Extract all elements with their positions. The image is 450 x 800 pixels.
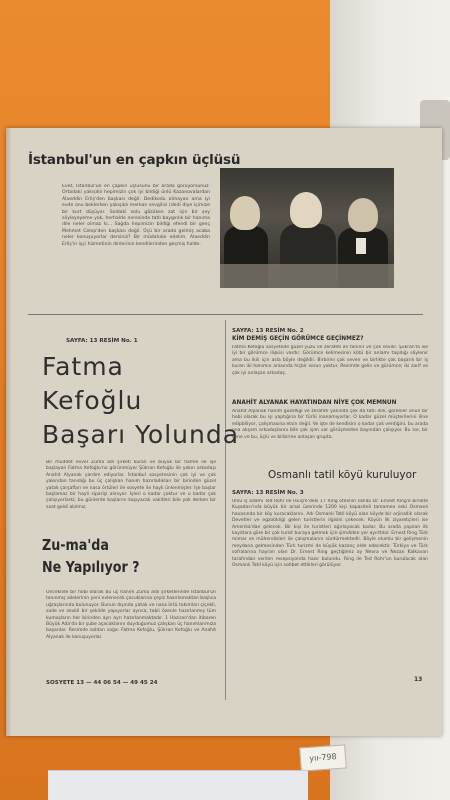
magazine-page [6, 128, 442, 736]
sticker-label: yıı-798 [309, 752, 337, 763]
section3-text: Ünlü iş adamı Ted Rohr ile İsviçre'deki 17 Ring otelinin sahibi Dr. Ernest Ring'e birlikte Kuşadası'nda büyük bir arazi üzerinde 1200 kişi kapasiteli tamamen eski Osmanlı havasında bir köy kuracaklarını. Adı Osmanlı Tatil köyü olan köyde bir orjinallik olarak Devetler ve egzotikliği gelen turistlerin ilgisini çekecek. Köyün ilk ziyaretçileri ise Amerika'dan gelecek. Bir kişi ile turistleri ağırlayacak kadar. Bu arada yapılan ilk kayıtlara göre bir çok turist buraya gelmek için şimdiden yer ayırttılar. Ernest Ring Türk mimar ve mühendisleri ile çalışmalarını sürdürmektedir. Böyle olumlu bir gelişmenin meydana gelmesinden Türk turizmi de büyük kazanç elde edecektir. Türkiye ve Türk sofralarına hayran olan Dr. Ernest Ring geçtiğimiz ay Nevra ve Nezan Kalkavan tarafından verilen resepsiyonda hazır bulundu. Ring ile Ted Rohr'un kurulacak olan Osmanlı Tatil köyü için sohbet ettikleri görülüyor. [232, 499, 428, 569]
title-line-fatma: Fatma [42, 352, 124, 381]
archive-sticker [299, 744, 347, 771]
title-line-basari: Başarı Yolunda [42, 420, 240, 449]
section3-label: SAYFA: 13 RESİM No. 3 [232, 490, 304, 496]
section2-title: KİM DEMİŞ GEÇİN GÖRÜMCE GEÇİNMEZ? [232, 336, 364, 342]
horizontal-divider [28, 314, 423, 315]
bottom-sheet-edge [48, 770, 308, 800]
column-divider [225, 320, 226, 700]
section1-text: Bir müddet evvel Zuma adı şirketi kuran ve büyük bir hamle ile işe başlayan Fatma Kefoğlu'na görünmüyor Şükran Kefoğlu ile yakın arkadaşı Anahit Alyanak yardım ediyorlar. İstanbul sosyetesinin çok iyi ve çok yakından tanıdığı bu üç çalışkan hanım hazırladıkları bir birinden güzel yatak çarşafları ve nasa örtüleri ile sosyete ile hayli ünlenmişler. İşe başlar başlamaz bir hayli siparişi alınıyor. İşleri o kadar çoktur ve o kadar çok çalışıyorlarki; bu günlerde başlarını kaşıyacak vakitleri bile yok derken bir saat geldi akılmız. [46, 460, 216, 510]
section1-label: SAYFA: 13 RESİM No. 1 [66, 338, 138, 344]
page-number: 13 [414, 676, 423, 683]
section2-sub-text: Anahit Alyanak hanım güzelliği ve zerafeti yanında çok da tatlı dilli, görenler onun bir hobi olarak bu işi yaptığına bir türlü inanamıyorlar. O kadar güzel müşterilerini iline edipbiliyor, çalışmasına etsin değil. Ve işte de kendisini o kadar çok verdiğini, bu arada ona akşam arkadaşlarını bile çok işim var görüşmeden bayından çalışıyor. Bu ise, bir sene ve bu, üçlü ve birbirine anlaşan grupta. [232, 409, 428, 440]
zuma-title [42, 534, 140, 578]
section2-subtitle: ANAHİT ALYANAK HAYATINDAN NİYE ÇOK MEMNUN [232, 400, 397, 406]
section2-text: Fatma Kefoğlu sosyetede güzel yüzü ve zerafeti ile tanınır ve çok sevilir. Şükran'la ise iyi bir görümce ilişkisi vardır. Görümce kelimesinin kötü bir anlamı taşıdığı söylenir ama bu ikili için asla böyle değildir. Birbirini çok seven ve birlikte çok başarılı bir iş kuran iki hanımın arasında hiçbir sorun yoktur. Resimde gelin ve görümce; iki zarif ve çok iyi anlaşan arkadaş. [232, 345, 428, 376]
photo-three-men [220, 168, 394, 288]
page-headline: İstanbul'un en çapkın üçlüsü [28, 152, 241, 168]
zuma-title-line1: Zu-ma'da [42, 536, 109, 554]
section2-label: SAYFA: 13 RESİM No. 2 [232, 328, 304, 334]
osmanli-title: Osmanlı tatil köyü kuruluyor [268, 469, 417, 481]
footer-phone-line: SOSYETE 13 — 44 06 54 — 49 45 24 [46, 680, 158, 686]
page-spine-shadow [6, 128, 12, 736]
title-line-kefoglu: Kefoğlu [42, 386, 143, 415]
zuma-title-line2: Ne Yapılıyor ? [42, 558, 140, 576]
zuma-text: Önceklide bir hobi olarak bu üç hanım Zuma adlı şirketlerinde İstanbul'un tanınmış ailelerinin yeni evlenecek çocuklarına çeyiz hazırlamaktan başlıca uğraşlarında bulunuyor. Bunun dışında yatak ve nasa örtü takımları çiçekli, sade ve zevkli bir şekilde yapıyorlar ayrıca, tabii özenle hazırlanmış tüm kumaşların her birinden ayrı ayrı hazırlanmaktadır. 1 Haziran'dan itibaren Büyük Ada'da bir şube açacaklarını duyduğumuz çalışkan üç hanımlarımıza başarılar. Resimde soldan sağa: Fatma Kefoğlu, Şükran Kefoğlu ve Anahit Alyanak ile konuşuyorlar. [46, 590, 216, 640]
intro-paragraph: Evet, İstanbul'un en çapkın üçlüsünü bir arada görüyorsunuz. Ortadaki yakışıklı hepimizin çok iyi bildiği ünlü Kazanovalardan Alaeddin Erliş'den başkası değil. Dedikodu olmayan ama iyi evde onu beklerken yakışıklı merkan sevgilisi (dedi diye içimize bir kurt düşüyor. Soldaki solu gözüken zat için bir şey söyleyeyeme yok, herhalde neresinde tatlı baygınlık bir hanıma dile neler olmaz ki... Sağda hepimizin bildiği efendi bir genç Mehmet Celep'den başkası değil. Üçü bir arada gelmiş acaba neler konuşuyorlar dersiniz? Bir müdahale edelim. Alaeddin Erliş'in işçi hizmetinin dinlerinin kendilerinden geçmiş halde. [62, 184, 210, 247]
